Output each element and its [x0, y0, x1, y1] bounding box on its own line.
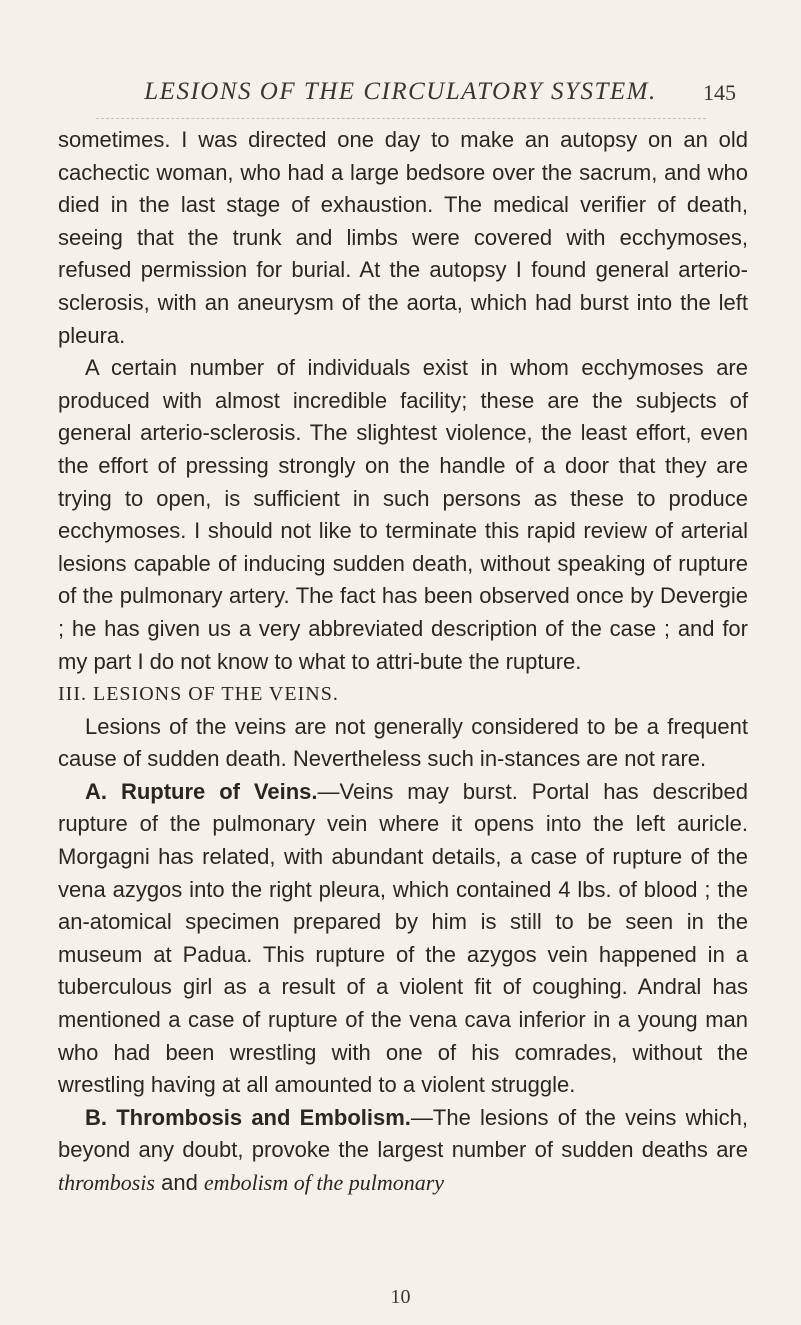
page-number: 145 [703, 80, 736, 105]
paragraph-4 [58, 776, 748, 1102]
body-text [58, 124, 748, 1200]
paragraph-5-text-a: —The lesions of the veins which, beyond any doubt, provoke the largest number of sudden deaths are [58, 1104, 749, 1163]
paragraph-3: Lesions of the veins are not generally considered to be a frequent cause of sudden death. Nevertheless such in-stances are not rare. [58, 713, 748, 772]
emphasis-embolism: embolism of the pulmonary [203, 1170, 445, 1195]
emphasis-thrombosis: thrombosis [58, 1170, 155, 1195]
header-title: LESIONS OF THE CIRCULATORY SYSTEM. [144, 78, 657, 105]
signature-mark: 10 [390, 1286, 411, 1308]
running-header [0, 78, 801, 118]
section-heading: III. LESIONS OF THE VEINS. [58, 683, 339, 706]
paragraph-1: sometimes. I was directed one day to make an autopsy on an old cachectic woman, who had a large bedsore over the sacrum, and who died in the last stage of exhaustion. The medical verifier of death, seeing that the trunk and limbs were covered with ecchymoses, refused permission for burial. At the autopsy I found general arterio-sclerosis, with an aneurysm of the aorta, which had burst into the left pleura. [58, 127, 748, 348]
paragraph-4-text: —Veins may burst. Portal has described rupture of the pulmonary vein where it opens into the left auricle. Morgagni has related, with abundant details, a case of rupture of the vena azygos into the right pleura, which contained 4 lbs. of blood ; the an-atomical specimen prepared by him is still to be seen in the museum at Padua. This rupture of the azygos vein happened in a tuberculous girl as a result of a violent fit of coughing. Andral has mentioned a case of rupture of the vena cava inferior in a young man who had been wrestling with one of his comrades, without the wrestling having at all amounted to a violent struggle. [58, 778, 748, 1098]
run-in-heading-thrombosis: B. Thrombosis and Embolism. [85, 1104, 411, 1130]
run-in-heading-rupture: A. Rupture of Veins. [85, 778, 318, 804]
paragraph-5 [58, 1102, 748, 1200]
header-rule [96, 118, 706, 119]
paragraph-2: A certain number of individuals exist in whom ecchymoses are produced with almost incredible facility; these are the subjects of general arterio-sclerosis. The slightest violence, the least effort, even the effort of pressing strongly on the handle of a door that they are trying to open, is sufficient in such persons as these to produce ecchymoses. I should not like to terminate this rapid review of arterial lesions capable of inducing sudden death, without speaking of rupture of the pulmonary artery. The fact has been observed once by Devergie ; he has given us a very abbreviated description of the case ; and for my part I do not know to what to attri-bute the rupture. [58, 355, 748, 674]
paragraph-5-text-b: and [154, 1170, 204, 1195]
